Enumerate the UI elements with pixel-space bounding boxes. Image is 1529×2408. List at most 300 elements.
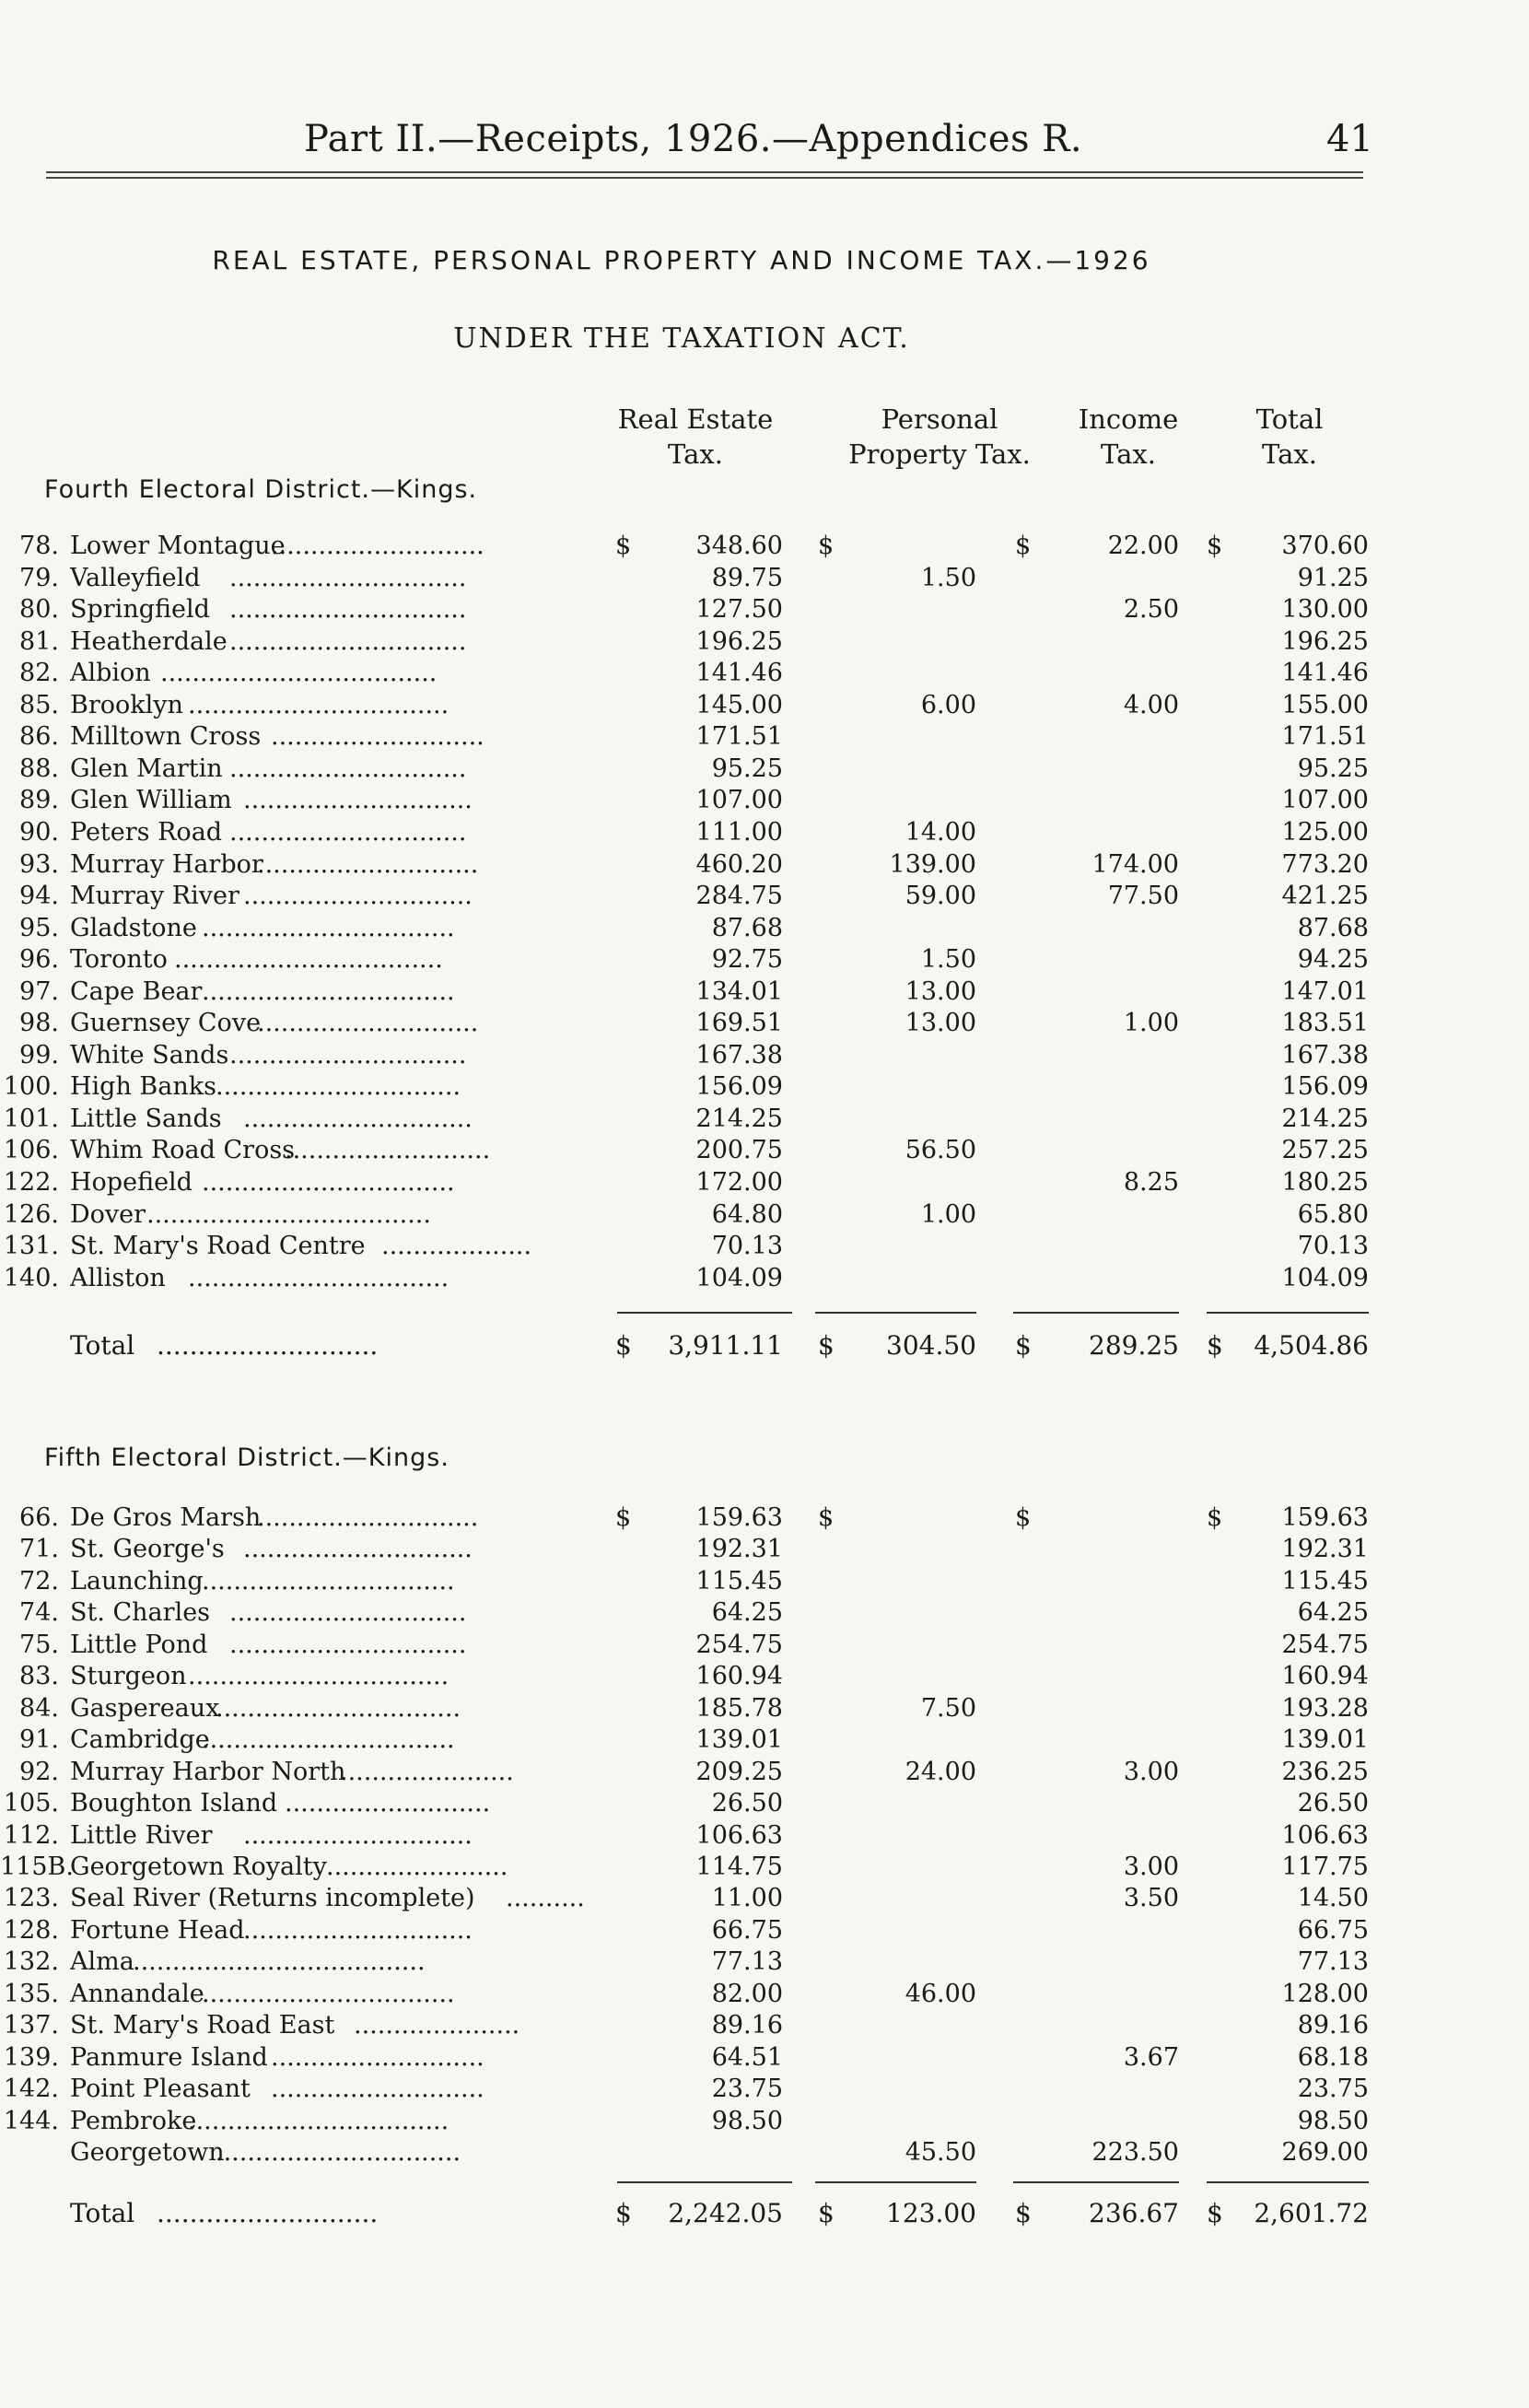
- row-number: 106.: [3, 1136, 59, 1165]
- row-leader: ..............................: [229, 595, 467, 625]
- table-title: REAL ESTATE, PERSONAL PROPERTY AND INCOME TAX.—1926: [212, 245, 1151, 275]
- row-number: 74.: [19, 1598, 59, 1628]
- col-head-personal-line1: Personal: [881, 403, 998, 435]
- row-name: Hopefield: [70, 1168, 193, 1197]
- total-tax: 773.20: [1281, 849, 1369, 879]
- total-tax: 370.60: [1281, 532, 1369, 560]
- table-row: [0, 1502, 1529, 1534]
- income-tax: 3.67: [1123, 2042, 1179, 2072]
- row-number: 79.: [19, 563, 59, 592]
- total-tax: 106.63: [1281, 1820, 1369, 1850]
- table-row: [0, 1979, 1529, 2010]
- real-estate-tax: 111.00: [695, 817, 783, 847]
- row-name: Alliston: [70, 1263, 166, 1292]
- col-head-total: [1225, 402, 1354, 472]
- total-real-estate-tax: 2,242.05: [668, 2198, 783, 2228]
- row-number: 80.: [19, 595, 59, 625]
- sum-rule: [815, 1312, 976, 1314]
- row-name: Murray Harbor: [70, 849, 263, 879]
- row-leader: .......................: [326, 1852, 508, 1881]
- total-tax: 125.00: [1281, 817, 1369, 847]
- total-tax: 171.51: [1281, 722, 1369, 752]
- row-name: Guernsey Cove: [70, 1009, 262, 1038]
- col-head-total-line2: Tax.: [1262, 438, 1317, 470]
- row-leader: .................................: [188, 2106, 449, 2135]
- personal-property-tax: 139.00: [889, 849, 976, 879]
- table-row: [0, 881, 1529, 912]
- row-name: Whim Road Cross: [70, 1136, 296, 1165]
- currency-sign: $: [1015, 2198, 1032, 2228]
- row-leader: ............................: [257, 849, 479, 879]
- row-name: Launching: [70, 1566, 204, 1596]
- table-row: [0, 1693, 1529, 1724]
- personal-property-tax: 6.00: [920, 690, 976, 719]
- total-tax: 87.68: [1297, 913, 1369, 942]
- real-estate-tax: 23.75: [711, 2075, 783, 2104]
- row-name: Murray Harbor North: [70, 1757, 346, 1786]
- row-leader: ...........................: [157, 2198, 379, 2228]
- row-leader: ..........................: [285, 1789, 491, 1818]
- table-row: [0, 626, 1529, 658]
- currency-sign: $: [1015, 1330, 1032, 1361]
- table-row: [0, 1630, 1529, 1661]
- table-row: [0, 690, 1529, 721]
- row-name: Valleyfield: [70, 563, 201, 592]
- total-tax: 192.31: [1281, 1535, 1369, 1564]
- currency-sign: $: [818, 532, 835, 560]
- row-number: 91.: [19, 1725, 59, 1755]
- real-estate-tax: 156.09: [695, 1072, 783, 1102]
- table-row: [0, 721, 1529, 753]
- total-tax: 14.50: [1297, 1884, 1369, 1913]
- income-tax: 3.50: [1123, 1884, 1179, 1913]
- income-tax: 4.00: [1123, 690, 1179, 719]
- row-leader: ...................: [381, 1232, 532, 1261]
- col-head-real-estate-line1: Real Estate: [617, 403, 774, 435]
- real-estate-tax: 167.38: [695, 1040, 783, 1070]
- total-tax: 98.50: [1297, 2106, 1369, 2135]
- total-tax: 23.75: [1297, 2075, 1369, 2104]
- total-tax: 155.00: [1281, 690, 1369, 719]
- row-name: Alma: [70, 1947, 134, 1977]
- table-row: [0, 1757, 1529, 1788]
- row-leader: ..............................: [229, 1598, 467, 1628]
- table-row: [0, 1883, 1529, 1914]
- row-leader: ..............................: [229, 817, 467, 847]
- table-row: [0, 1231, 1529, 1262]
- row-name: Albion: [70, 659, 151, 688]
- total-tax: 254.75: [1281, 1630, 1369, 1659]
- total-tax: 104.09: [1281, 1263, 1369, 1292]
- real-estate-tax: 114.75: [695, 1852, 783, 1881]
- row-name: Georgetown: [70, 2138, 225, 2167]
- row-leader: ................................: [202, 1566, 455, 1596]
- table-row: [0, 1946, 1529, 1978]
- row-name: Fortune Head: [70, 1915, 245, 1945]
- table-row: [0, 2137, 1529, 2168]
- row-number: 78.: [19, 532, 59, 560]
- table-row: [0, 785, 1529, 816]
- row-name: Milltown Cross: [70, 722, 262, 752]
- table-row: [0, 1566, 1529, 1597]
- total-label: Total: [70, 1330, 135, 1361]
- row-leader: ..............................: [229, 563, 467, 592]
- row-leader: ....................................: [146, 1199, 431, 1229]
- row-name: Gaspereaux: [70, 1693, 220, 1723]
- personal-property-tax: 46.00: [905, 1979, 976, 2008]
- row-leader: .................................: [188, 690, 449, 719]
- real-estate-tax: 82.00: [711, 1979, 783, 2008]
- table-row: [0, 1167, 1529, 1198]
- table-row: [0, 1724, 1529, 1756]
- row-name: Point Pleasant: [70, 2075, 251, 2104]
- row-name: Dover: [70, 1199, 146, 1229]
- total-tax: 66.75: [1297, 1915, 1369, 1945]
- table-row: [0, 1071, 1529, 1103]
- currency-sign: $: [1207, 2198, 1223, 2228]
- table-row: [0, 976, 1529, 1008]
- row-name: Georgetown Royalty: [70, 1852, 327, 1881]
- real-estate-tax: 169.51: [695, 1009, 783, 1038]
- row-number: 84.: [19, 1693, 59, 1723]
- total-tax: 141.46: [1281, 659, 1369, 688]
- real-estate-tax: 64.80: [711, 1199, 783, 1229]
- table-row: [0, 1135, 1529, 1166]
- currency-sign: $: [615, 2198, 632, 2228]
- row-leader: ............................: [257, 1503, 479, 1532]
- total-tax: 130.00: [1281, 595, 1369, 625]
- real-estate-tax: 89.16: [711, 2011, 783, 2040]
- row-name: Boughton Island: [70, 1789, 278, 1818]
- row-number: 112.: [3, 1820, 59, 1850]
- sum-rule: [1013, 2181, 1179, 2183]
- real-estate-tax: 64.51: [711, 2042, 783, 2072]
- col-head-income-line1: Income: [1078, 403, 1179, 435]
- row-name: Little Pond: [70, 1630, 208, 1659]
- currency-sign: $: [818, 1330, 835, 1361]
- row-leader: .............................: [243, 786, 473, 815]
- table-row: [0, 1915, 1529, 1946]
- table-row: [0, 531, 1529, 562]
- currency-sign: $: [1015, 532, 1032, 560]
- row-leader: .............................: [243, 882, 473, 911]
- real-estate-tax: 172.00: [695, 1168, 783, 1197]
- real-estate-tax: 98.50: [711, 2106, 783, 2135]
- row-number: 71.: [19, 1535, 59, 1564]
- total-tax: 68.18: [1297, 2042, 1369, 2072]
- row-number: 115B.: [0, 1852, 74, 1881]
- row-leader: ...............................: [216, 1693, 461, 1723]
- real-estate-tax: 139.01: [695, 1725, 783, 1755]
- table-row: [0, 1008, 1529, 1039]
- total-tax: 257.25: [1281, 1136, 1369, 1165]
- currency-sign: $: [1207, 1330, 1223, 1361]
- col-head-real-estate-line2: Tax.: [668, 438, 723, 470]
- personal-property-tax: 59.00: [905, 882, 976, 911]
- table-row: [0, 913, 1529, 944]
- row-leader: ..............................: [229, 626, 467, 656]
- income-tax: 8.25: [1123, 1168, 1179, 1197]
- total-tax: 167.38: [1281, 1040, 1369, 1070]
- table-row: [0, 2074, 1529, 2105]
- real-estate-tax: 192.31: [695, 1535, 783, 1564]
- table-row: [0, 1597, 1529, 1629]
- personal-property-tax: 1.50: [920, 563, 976, 592]
- personal-property-tax: 14.00: [905, 817, 976, 847]
- row-leader: ..........................: [285, 1136, 491, 1165]
- currency-sign: $: [1015, 1503, 1032, 1532]
- table-row: [0, 1788, 1529, 1819]
- row-name: Lower Montague: [70, 532, 286, 560]
- row-name: Gladstone: [70, 913, 197, 942]
- row-leader: ................................: [202, 1168, 455, 1197]
- row-name: Brooklyn: [70, 690, 183, 719]
- table-row: [0, 1661, 1529, 1692]
- income-tax: 223.50: [1091, 2138, 1179, 2167]
- row-number: 93.: [19, 849, 59, 879]
- income-tax: 77.50: [1107, 882, 1179, 911]
- row-number: 86.: [19, 722, 59, 752]
- row-leader: ...............................: [216, 1072, 461, 1102]
- row-number: 122.: [3, 1168, 59, 1197]
- total-tax: 107.00: [1281, 786, 1369, 815]
- real-estate-tax: 104.09: [695, 1263, 783, 1292]
- total-personal-property-tax: 123.00: [886, 2198, 976, 2228]
- row-leader: .................................: [188, 1263, 449, 1292]
- total-label: Total: [70, 2198, 135, 2228]
- income-tax: 1.00: [1123, 1009, 1179, 1038]
- real-estate-tax: 134.01: [695, 976, 783, 1006]
- real-estate-tax: 185.78: [695, 1693, 783, 1723]
- row-leader: ................................: [202, 976, 455, 1006]
- table-row: [0, 2042, 1529, 2074]
- real-estate-tax: 196.25: [695, 626, 783, 656]
- real-estate-tax: 254.75: [695, 1630, 783, 1659]
- income-tax: 3.00: [1123, 1757, 1179, 1786]
- real-estate-tax: 106.63: [695, 1820, 783, 1850]
- row-name: Annandale: [70, 1979, 204, 2008]
- row-name: Cambridge: [70, 1725, 210, 1755]
- total-tax: 193.28: [1281, 1693, 1369, 1723]
- real-estate-tax: 284.75: [695, 882, 783, 911]
- row-name: White Sands: [70, 1040, 229, 1070]
- row-leader: .............................: [243, 1820, 473, 1850]
- row-number: 99.: [19, 1040, 59, 1070]
- currency-sign: $: [615, 1503, 632, 1532]
- row-number: 89.: [19, 786, 59, 815]
- currency-sign: $: [615, 532, 632, 560]
- table-row: [0, 2010, 1529, 2041]
- total-tax: 115.45: [1281, 1566, 1369, 1596]
- row-leader: ...........................: [271, 532, 484, 560]
- sum-rule: [617, 1312, 792, 1314]
- income-tax: 174.00: [1091, 849, 1179, 879]
- row-number: 85.: [19, 690, 59, 719]
- real-estate-tax: 171.51: [695, 722, 783, 752]
- real-estate-tax: 70.13: [711, 1232, 783, 1261]
- real-estate-tax: 160.94: [695, 1662, 783, 1691]
- currency-sign: $: [818, 1503, 835, 1532]
- col-head-personal: [820, 402, 1059, 472]
- row-number: 97.: [19, 976, 59, 1006]
- row-name: Murray River: [70, 882, 239, 911]
- table-row: [0, 1104, 1529, 1135]
- row-number: 88.: [19, 754, 59, 783]
- row-leader: ...........................: [271, 722, 484, 752]
- total-tax: 64.25: [1297, 1598, 1369, 1628]
- total-tax: 94.25: [1297, 945, 1369, 975]
- row-leader: .............................: [243, 1104, 473, 1133]
- table-row: [0, 594, 1529, 625]
- row-number: 137.: [3, 2011, 59, 2040]
- real-estate-tax: 77.13: [711, 1947, 783, 1977]
- table-row: [0, 944, 1529, 976]
- real-estate-tax: 200.75: [695, 1136, 783, 1165]
- table-row: [0, 754, 1529, 785]
- row-name: St. Charles: [70, 1598, 211, 1628]
- table-row: [0, 563, 1529, 594]
- personal-property-tax: 13.00: [905, 1009, 976, 1038]
- sum-rule: [815, 2181, 976, 2183]
- real-estate-tax: 64.25: [711, 1598, 783, 1628]
- real-estate-tax: 348.60: [695, 532, 783, 560]
- total-tax: 269.00: [1281, 2138, 1369, 2167]
- personal-property-tax: 13.00: [905, 976, 976, 1006]
- table-row: [0, 1040, 1529, 1071]
- real-estate-tax: 11.00: [711, 1884, 783, 1913]
- total-real-estate-tax: 3,911.11: [668, 1330, 783, 1361]
- personal-property-tax: 1.50: [920, 945, 976, 975]
- row-name: Toronto: [70, 945, 168, 975]
- row-name: Cape Bear: [70, 976, 203, 1006]
- row-name: St. George's: [70, 1535, 225, 1564]
- row-number: 96.: [19, 945, 59, 975]
- sum-rule: [1207, 2181, 1369, 2183]
- real-estate-tax: 159.63: [695, 1503, 783, 1532]
- total-income-tax: 289.25: [1089, 1330, 1179, 1361]
- real-estate-tax: 214.25: [695, 1104, 783, 1133]
- total-tax: 65.80: [1297, 1199, 1369, 1229]
- real-estate-tax: 66.75: [711, 1915, 783, 1945]
- row-number: 142.: [3, 2075, 59, 2104]
- row-number: 82.: [19, 659, 59, 688]
- total-tax: 156.09: [1281, 1072, 1369, 1102]
- table-row: [0, 658, 1529, 689]
- total-tax: 77.13: [1297, 1947, 1369, 1977]
- total-tax: 139.01: [1281, 1725, 1369, 1755]
- row-leader: ..............................: [229, 1630, 467, 1659]
- row-leader: ..............................: [229, 1040, 467, 1070]
- personal-property-tax: 1.00: [920, 1199, 976, 1229]
- table-subtitle: UNDER THE TAXATION ACT.: [453, 322, 910, 355]
- row-number: 92.: [19, 1757, 59, 1786]
- real-estate-tax: 95.25: [711, 754, 783, 783]
- personal-property-tax: 56.50: [905, 1136, 976, 1165]
- personal-property-tax: 7.50: [920, 1693, 976, 1723]
- row-name: Glen Martin: [70, 754, 223, 783]
- row-number: 135.: [3, 1979, 59, 2008]
- row-name: Panmure Island: [70, 2042, 268, 2072]
- row-name: St. Mary's Road Centre: [70, 1232, 366, 1261]
- row-name: Sturgeon: [70, 1662, 187, 1691]
- table-row: [0, 1820, 1529, 1852]
- row-leader: ...........................: [271, 2075, 484, 2104]
- income-tax: 2.50: [1123, 595, 1179, 625]
- total-tax: 159.63: [1281, 1503, 1369, 1532]
- row-number: 126.: [3, 1199, 59, 1229]
- row-leader: ..................................: [174, 945, 443, 975]
- total-total-tax: 2,601.72: [1254, 2198, 1369, 2228]
- income-tax: 3.00: [1123, 1852, 1179, 1881]
- currency-sign: $: [818, 2198, 835, 2228]
- row-leader: ......................: [340, 1757, 514, 1786]
- real-estate-tax: 141.46: [695, 659, 783, 688]
- total-tax: 183.51: [1281, 1009, 1369, 1038]
- total-tax: 147.01: [1281, 976, 1369, 1006]
- table-row: [0, 1852, 1529, 1883]
- row-number: 140.: [3, 1263, 59, 1292]
- total-tax: 160.94: [1281, 1662, 1369, 1691]
- row-number: 123.: [3, 1884, 59, 1913]
- row-number: 66.: [19, 1503, 59, 1532]
- real-estate-tax: 89.75: [711, 563, 783, 592]
- row-name: St. Mary's Road East: [70, 2011, 335, 2040]
- row-leader: ..............................: [229, 754, 467, 783]
- header-rule: [46, 171, 1363, 173]
- row-number: 75.: [19, 1630, 59, 1659]
- row-number: 139.: [3, 2042, 59, 2072]
- row-name: Heatherdale: [70, 626, 228, 656]
- row-number: 131.: [3, 1232, 59, 1261]
- table-row: [0, 1263, 1529, 1294]
- row-number: 144.: [3, 2106, 59, 2135]
- row-leader: ...............................: [216, 2138, 461, 2167]
- row-leader: .............................: [243, 1535, 473, 1564]
- row-leader: .....................: [354, 2011, 520, 2040]
- district-heading: Fourth Electoral District.—Kings.: [44, 475, 478, 504]
- row-number: 132.: [3, 1947, 59, 1977]
- total-tax: 236.25: [1281, 1757, 1369, 1786]
- total-tax: 117.75: [1281, 1852, 1369, 1881]
- total-income-tax: 236.67: [1089, 2198, 1179, 2228]
- total-tax: 128.00: [1281, 1979, 1369, 2008]
- income-tax: 22.00: [1107, 532, 1179, 560]
- header-rule-2: [46, 177, 1363, 179]
- row-name: Little Sands: [70, 1104, 222, 1133]
- total-row: [0, 2198, 1529, 2229]
- row-leader: ................................: [202, 1979, 455, 2008]
- row-name: De Gros Marsh: [70, 1503, 262, 1532]
- total-tax: 196.25: [1281, 626, 1369, 656]
- row-leader: ..........: [506, 1884, 585, 1913]
- total-tax: 26.50: [1297, 1789, 1369, 1818]
- real-estate-tax: 107.00: [695, 786, 783, 815]
- real-estate-tax: 115.45: [695, 1566, 783, 1596]
- row-leader: ...................................: [160, 659, 438, 688]
- row-leader: ...........................: [157, 1330, 379, 1361]
- total-total-tax: 4,504.86: [1254, 1330, 1369, 1361]
- real-estate-tax: 26.50: [711, 1789, 783, 1818]
- row-name: Pembroke: [70, 2106, 197, 2135]
- row-leader: .................................: [188, 1662, 449, 1691]
- sum-rule: [1207, 1312, 1369, 1314]
- total-tax: 214.25: [1281, 1104, 1369, 1133]
- sum-rule: [617, 2181, 792, 2183]
- row-leader: ............................: [257, 1009, 479, 1038]
- row-name: Little River: [70, 1820, 213, 1850]
- row-name: Peters Road: [70, 817, 223, 847]
- table-row: [0, 817, 1529, 848]
